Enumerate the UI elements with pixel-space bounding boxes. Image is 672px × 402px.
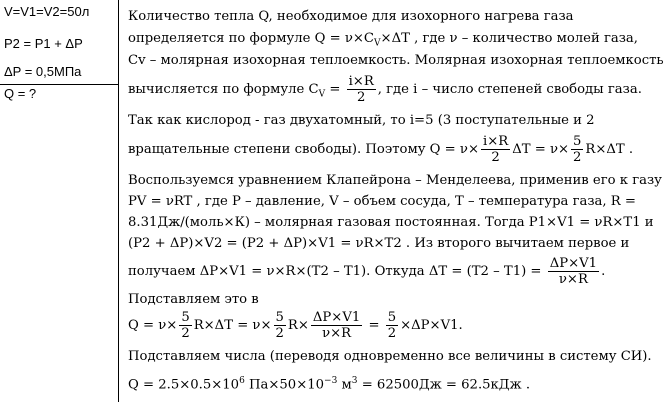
fraction [481, 134, 510, 165]
solution-line-7: Воспользуемся уравнением Клапейрона – Менделеева, применив его к газу [128, 173, 662, 188]
fraction [311, 310, 362, 341]
denominator: ν×R [558, 272, 588, 287]
fraction [347, 74, 376, 105]
given-section [0, 0, 120, 402]
vertical-divider [118, 0, 119, 402]
solution-line-1: Количество тепла Q, необходимое для изохорного нагрева газа [128, 9, 574, 24]
solution-line-13 [128, 310, 463, 341]
numerator: 5 [275, 310, 284, 325]
superscript: 6 [239, 376, 245, 386]
superscript: 3 [351, 376, 358, 386]
given-pressure-relation: P2 = P1 + ΔP [4, 36, 83, 51]
given-volume: V=V1=V2=50л [4, 4, 90, 19]
solution-line-3: Cv – молярная изохорная теплоемкость. Молярная изохорная теплоемкость [128, 53, 664, 68]
denominator: 2 [356, 90, 366, 105]
text: ×ΔP×V1. [400, 318, 463, 333]
fraction [274, 310, 286, 341]
denominator: 2 [573, 150, 582, 165]
text: Па×50×10 [244, 377, 325, 393]
given-pressure-delta: ΔP = 0,5МПа [4, 64, 82, 79]
numerator: 5 [573, 134, 582, 149]
find-quantity: Q = ? [4, 86, 37, 101]
subscript: V [318, 89, 326, 100]
numerator: i×R [348, 74, 374, 89]
text: определяется по формуле Q = ν×C [128, 31, 375, 46]
text: . [601, 264, 606, 279]
numerator: i×R [483, 134, 509, 149]
solution-line-11 [128, 256, 605, 287]
numerator: ΔP×V1 [549, 256, 598, 271]
fraction [571, 134, 583, 165]
text: получаем ΔP×V1 = ν×R×(T2 – T1). Откуда ΔT = (T2 – T1) = [128, 264, 546, 279]
solution-line-12: Подставляем это в [128, 292, 259, 307]
fraction [548, 256, 599, 287]
solution-line-5: Так как кислород - газ двухатомный, то i=5 (3 поступательные и 2 [128, 113, 595, 128]
solution-line-9: 8.31Дж/(моль×К) – молярная газовая постоянная. Тогда P1×V1 = νR×T1 и [128, 215, 654, 230]
text: R× [287, 318, 309, 333]
fraction [179, 310, 191, 341]
given-divider [0, 84, 118, 85]
text: ΔT = ν× [512, 142, 570, 157]
text: = 62500Дж = 62.5кДж . [357, 377, 531, 393]
text: Q = ν× [128, 318, 178, 333]
text: м [337, 377, 352, 393]
solution-line-6 [128, 134, 633, 165]
solution-line-14: Подставляем числа (переводя одновременно все величины в систему СИ). [128, 349, 652, 364]
fraction [386, 310, 398, 341]
subscript: V [374, 38, 381, 49]
denominator: 2 [181, 326, 190, 341]
solution-line-2 [128, 30, 638, 53]
denominator: 2 [491, 150, 500, 165]
text: Q = 2.5×0.5×10 [128, 377, 240, 393]
solution-line-4 [128, 74, 642, 105]
numerator: 5 [181, 310, 190, 325]
text: вычисляется по формуле C [128, 82, 319, 97]
solution-line-10: (P2 + ΔP)×V2 = (P2 + ΔP)×V1 = νR×T2 . Из второго вычитаем первое и [128, 236, 630, 251]
text: R×ΔT = ν× [193, 318, 272, 333]
numerator: 5 [387, 310, 397, 325]
text: R×ΔT . [585, 142, 634, 157]
denominator: 2 [275, 326, 284, 341]
solution-line-15 [128, 372, 530, 394]
text: вращательные степени свободы). Поэтому Q = ν× [128, 142, 479, 157]
denominator: 2 [387, 326, 397, 341]
solution-line-8: PV = νRT , где P – давление, V – объем сосуда, T – температура газа, R = [128, 194, 636, 209]
denominator: ν×R [322, 326, 352, 341]
text: ×ΔT , где ν – количество молей газа, [380, 31, 638, 46]
numerator: ΔP×V1 [312, 310, 361, 325]
text: = [325, 82, 345, 97]
superscript: −3 [324, 376, 338, 386]
text: , где i – число степеней свободы газа. [377, 82, 642, 97]
text: = [364, 318, 384, 333]
